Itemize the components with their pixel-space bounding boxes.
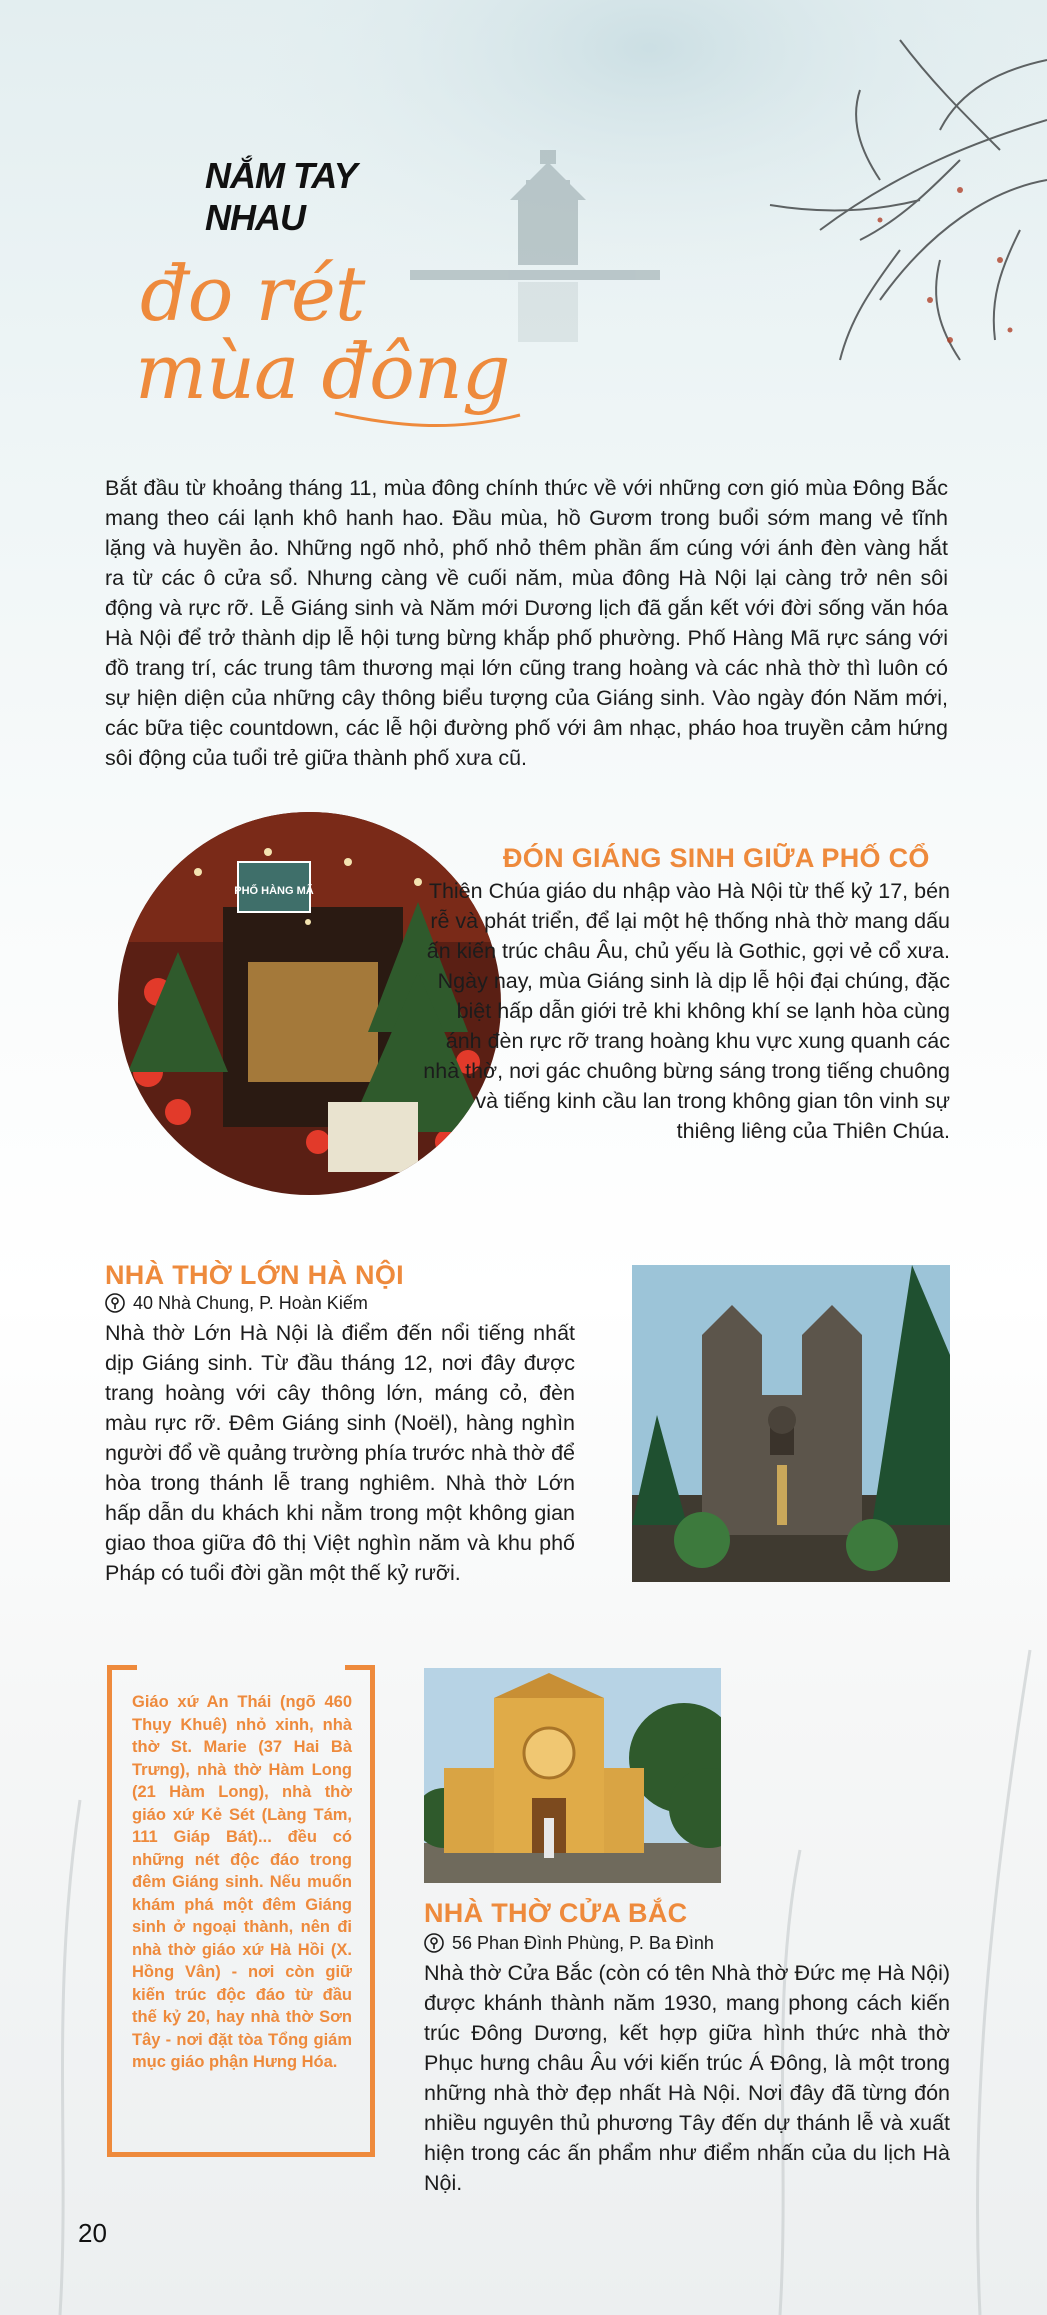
title-line-2: NHAU bbox=[205, 197, 305, 238]
cua-bac-church-photo bbox=[424, 1668, 721, 1883]
sidebar-note-box bbox=[107, 1665, 375, 2157]
section2-address bbox=[105, 1292, 368, 1314]
section3-body: Nhà thờ Cửa Bắc (còn có tên Nhà thờ Đức mẹ Hà Nội) được khánh thành năm 1930, mang phong cách kiến trúc Đông Dương, kết hợp giữa hình thức nhà thờ Phục hưng châu Âu với kiến trúc Á Đông, là một trong những nhà thờ đẹp nhất Hà Nội. Nơi đây đã từng đón nhiều nguyên thủ phương Tây đến dự thánh lễ và xuất hiện trong các ấn phẩm như điểm nhấn của du lịch Hà Nội. bbox=[424, 1961, 950, 2195]
section1-title: ĐÓN GIÁNG SINH GIỮA PHỐ CỔ bbox=[503, 843, 930, 873]
hanoi-cathedral-photo bbox=[632, 1265, 950, 1582]
title-script bbox=[135, 249, 510, 416]
location-pin-icon bbox=[424, 1933, 444, 1953]
intro-paragraph: Bắt đầu từ khoảng tháng 11, mùa đông chính thức về với những cơn gió mùa Đông Bắc mang theo cái lạnh khô hanh hao. Đầu mùa, hồ Gươm trong buổi sớm mang vẻ tĩnh lặng và huyền ảo. Những ngõ nhỏ, phố nhỏ thêm phần ấm cúng với ánh đèn vàng hắt ra từ các ô cửa sổ. Nhưng càng về cuối năm, mùa đông Hà Nội lại càng trở nên sôi động và rực rỡ. Lễ Giáng sinh và Năm mới Dương lịch đã gắn kết với đời sống văn hóa Hà Nội để trở thành dịp lễ hội tưng bừng khắp phố phường. Phố Hàng Mã rực sáng với đồ trang trí, các trung tâm thương mại lớn cũng trang hoàng và các nhà thờ thì luôn có sự hiện diện của những cây thông biểu tượng của Giáng sinh. Vào ngày đón Năm mới, các bữa tiệc countdown, các lễ hội đường phố với âm nhạc, pháo hoa truyền cảm hứng sôi động của tuổi trẻ giữa thành phố xưa cũ. bbox=[105, 476, 948, 770]
section1-body: Thiên Chúa giáo du nhập vào Hà Nội từ thế kỷ 17, bén rễ và phát triển, để lại một hệ thống nhà thờ mang dấu ấn kiến trúc châu Âu, chủ yếu là Gothic, gợi vẻ cổ xưa. Ngày nay, mùa Giáng sinh là dịp lễ hội đại chúng, đặc biệt hấp dẫn giới trẻ khi không khí se lạnh hòa cùng ánh đèn rực rỡ trang hoàng khu vực xung quanh các nhà thờ, nơi gác chuông bừng sáng trong tiếng chuông và tiếng kinh cầu lan trong không gian tôn vinh sự thiêng liêng của Thiên Chúa. bbox=[423, 879, 950, 1143]
hang-ma-sign-text: PHỐ HÀNG MÃ bbox=[234, 885, 314, 897]
section3-title: NHÀ THỜ CỬA BẮC bbox=[424, 1898, 688, 1928]
title-line-1: NẮM TAY bbox=[205, 155, 357, 196]
sidebar-note-text: Giáo xứ An Thái (ngõ 460 Thụy Khuê) nhỏ xinh, nhà thờ St. Marie (37 Hai Bà Trưng), nhà thờ Hàm Long (21 Hàm Long), nhà thờ giáo xứ Kẻ Sét (Làng Tám, 111 Giáp Bát)... đều có những nét độc đáo trong đêm Giáng sinh. Nếu muốn khám phá một đêm Giáng sinh ở ngoại thành, nên đi nhà thờ giáo xứ Hà Hồi (X. Hồng Vân) - nơi còn giữ kiến trúc độc đáo từ đầu thế kỷ 20, hay nhà thờ Sơn Tây - nơi đặt tòa Tổng giám mục giáo phận Hưng Hóa. bbox=[132, 1693, 352, 2071]
script-flourish bbox=[330, 395, 530, 440]
section3-address bbox=[424, 1932, 714, 1954]
page-number: 20 bbox=[78, 2218, 107, 2248]
script-line-1: đo rét bbox=[140, 249, 365, 338]
script-line-2: mùa đông bbox=[135, 327, 510, 416]
title-small bbox=[205, 155, 357, 239]
section2-body: Nhà thờ Lớn Hà Nội là điểm đến nổi tiếng nhất dịp Giáng sinh. Từ đầu tháng 12, nơi đây được trang hoàng với cây thông lớn, máng cỏ, đèn màu rực rỡ. Đêm Giáng sinh (Noël), hàng nghìn người đổ về quảng trường phía trước nhà thờ để hòa trong thánh lễ trang nghiêm. Nhà thờ Lớn hấp dẫn du khách khi nằm trong một không gian giao thoa giữa đô thị Việt nghìn năm và khu phố Pháp có tuổi đời gần một thế kỷ rưỡi. bbox=[105, 1321, 575, 1585]
section2-title: NHÀ THỜ LỚN HÀ NỘI bbox=[105, 1260, 404, 1290]
location-pin-icon bbox=[105, 1293, 125, 1313]
section3-address-text: 56 Phan Đình Phùng, P. Ba Đình bbox=[452, 1933, 714, 1953]
section2-address-text: 40 Nhà Chung, P. Hoàn Kiếm bbox=[133, 1293, 368, 1313]
